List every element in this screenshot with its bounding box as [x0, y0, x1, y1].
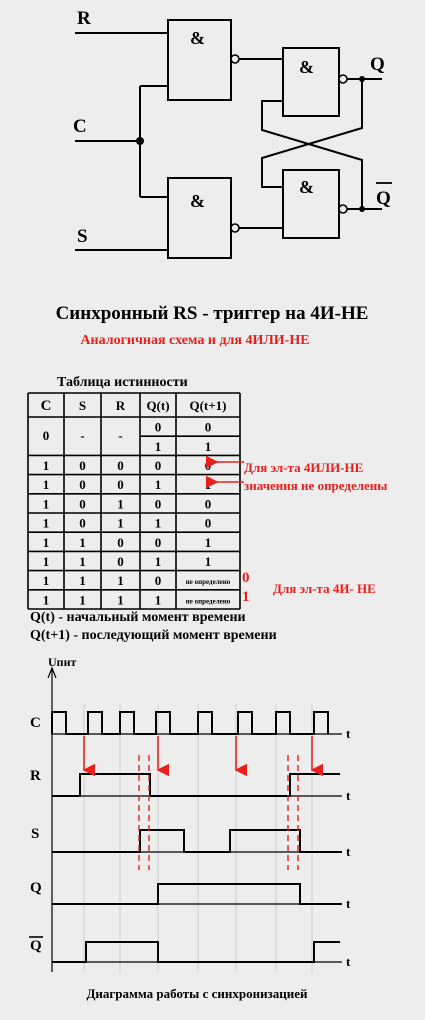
signal-label-s: S	[31, 826, 40, 842]
table-cell: 1	[204, 534, 212, 550]
table-cell: 1	[117, 573, 124, 589]
nand-gate-2	[168, 178, 231, 258]
time-label: t	[346, 896, 351, 911]
signal-label-r: R	[30, 768, 41, 784]
time-label: t	[346, 954, 351, 969]
time-label: t	[346, 844, 351, 859]
waveform-c	[52, 712, 328, 734]
truth-table	[28, 393, 240, 609]
table-cell: 1	[42, 592, 50, 608]
input-label-r: R	[77, 8, 91, 29]
table-cell: 1	[204, 477, 212, 493]
legend-qt1: Q(t+1) - последующий момент времени	[30, 628, 277, 643]
table-cell: -	[118, 428, 123, 444]
table-cell: 1	[42, 534, 50, 550]
table-cell: 0	[117, 458, 124, 473]
table-header-cell: S	[78, 398, 87, 413]
table-cell: 0	[79, 477, 86, 493]
table-cell: 1	[154, 554, 162, 569]
signal-label-q-bar: Q	[30, 938, 42, 954]
output-label-q-bar: Q	[376, 188, 391, 209]
gate-label: &	[299, 177, 314, 197]
figure-title: Синхронный RS - триггер на 4И-НЕ	[55, 303, 369, 324]
output-label-q: Q	[370, 54, 385, 75]
note-undefined: значения не определены	[244, 478, 388, 493]
table-cell: не определено	[185, 597, 231, 606]
table-cell: 1	[79, 573, 86, 589]
table-cell: 1	[117, 592, 124, 608]
table-cell: 1	[154, 438, 162, 454]
rs-trigger-schematic	[73, 8, 392, 258]
table-cell: 0	[204, 515, 212, 531]
table-cell: 0	[79, 515, 86, 531]
time-label: t	[346, 726, 351, 741]
table-cell: 1	[117, 515, 124, 531]
gate-label: &	[190, 191, 205, 211]
table-cell: 0	[154, 573, 162, 589]
table-cell: не определено	[185, 578, 231, 587]
table-header-cell: Q(t+1)	[189, 398, 227, 413]
table-cell: 0	[117, 477, 124, 493]
input-label-s: S	[77, 226, 88, 247]
voltage-axis-label: Uпит	[48, 655, 77, 669]
table-cell: 1	[204, 438, 212, 454]
table-cell: -	[80, 428, 85, 444]
table-cell: 1	[154, 515, 162, 531]
table-cell: 0	[117, 534, 124, 550]
table-cell: 1	[42, 458, 50, 473]
signal-label-q: Q	[30, 880, 42, 896]
table-cell: 0	[79, 496, 86, 512]
side-value-1: 1	[242, 589, 250, 605]
legend-qt: Q(t) - начальный момент времени	[30, 610, 246, 625]
table-cell: 1	[42, 496, 50, 512]
table-cell: 0	[117, 554, 124, 569]
timing-caption: Диаграмма работы с синхронизацией	[86, 986, 308, 1001]
time-label: t	[346, 788, 351, 803]
table-header-cell: C	[40, 398, 52, 414]
table-cell: 0	[204, 419, 212, 435]
table-cell: 1	[42, 554, 50, 569]
table-cell: 0	[204, 496, 212, 512]
table-cell: 0	[204, 458, 212, 473]
table-header-cell: Q(t)	[146, 398, 170, 413]
gate-label: &	[299, 57, 314, 77]
inverter-bubble	[231, 55, 239, 63]
wire-c-to-gates	[140, 86, 168, 197]
junction-dot	[136, 137, 144, 145]
table-cell: 1	[154, 592, 162, 608]
table-cell: 0	[154, 496, 162, 512]
table-cell: 1	[42, 573, 50, 589]
input-label-c: C	[73, 116, 87, 137]
table-cell: 1	[154, 477, 162, 493]
timing-diagram	[29, 655, 351, 972]
table-cell: 1	[42, 515, 50, 531]
note-nand: Для эл-та 4И- НЕ	[273, 581, 376, 596]
signal-label-c: C	[30, 715, 41, 731]
inverter-bubble	[339, 205, 347, 213]
waveform-r	[52, 774, 340, 796]
transition-marker	[288, 755, 298, 870]
table-cell: 0	[154, 419, 162, 435]
figure-subtitle: Аналогичная схема и для 4ИЛИ-НЕ	[80, 333, 310, 348]
table-cell: 1	[42, 477, 50, 493]
table-cell: 1	[79, 534, 86, 550]
note-or-nor: Для эл-та 4ИЛИ-НЕ	[244, 460, 364, 475]
inverter-bubble	[231, 224, 239, 232]
table-cell: 0	[79, 458, 86, 473]
side-value-0: 0	[242, 570, 250, 586]
table-cell: 1	[79, 592, 86, 608]
table-cell: 0	[154, 534, 162, 550]
truth-table-caption: Таблица истинности	[57, 375, 188, 390]
table-cell: 1	[79, 554, 86, 569]
table-cell: 1	[204, 554, 212, 569]
table-cell: 0	[42, 428, 50, 444]
gate-label: &	[190, 28, 205, 48]
waveform-q-bar	[52, 942, 340, 962]
inverter-bubble	[339, 75, 347, 83]
table-cell: 0	[154, 458, 162, 473]
waveform-q	[52, 884, 342, 904]
table-header-cell: R	[115, 398, 126, 413]
table-cell: 1	[117, 496, 124, 512]
